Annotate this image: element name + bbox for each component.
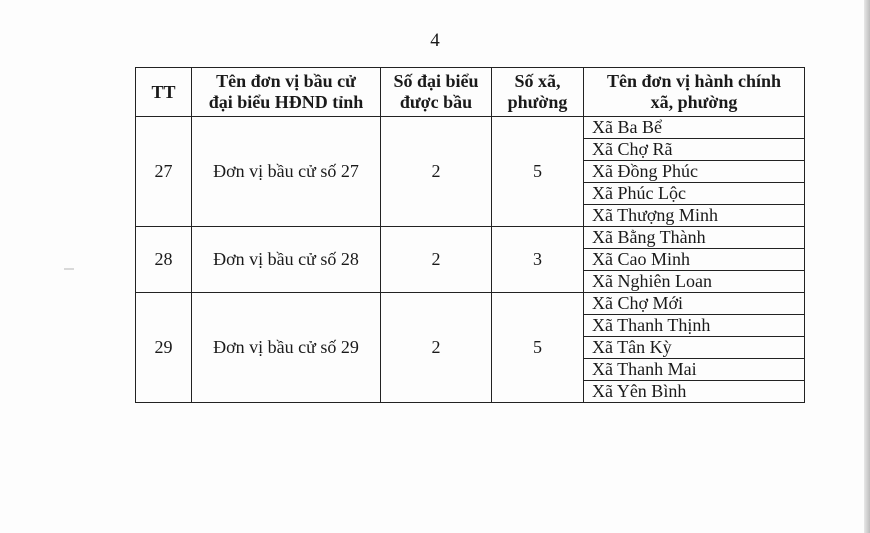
header-unit-name: Tên đơn vị bầu cử đại biểu HĐND tỉnh <box>192 68 381 117</box>
commune-cell: Xã Chợ Rã <box>584 139 805 161</box>
commune-cell: Xã Thanh Thịnh <box>584 315 805 337</box>
commune-cell: Xã Phúc Lộc <box>584 183 805 205</box>
row-unit-name: Đơn vị bầu cử số 29 <box>192 293 381 403</box>
row-delegates: 2 <box>381 293 492 403</box>
electoral-units-table <box>135 67 805 403</box>
row-tt: 28 <box>136 227 192 293</box>
row-delegates: 2 <box>381 227 492 293</box>
row-commune-count: 5 <box>492 117 584 227</box>
table-row <box>136 117 805 139</box>
row-unit-name: Đơn vị bầu cử số 27 <box>192 117 381 227</box>
header-admin-units: Tên đơn vị hành chính xã, phường <box>584 68 805 117</box>
commune-cell: Xã Ba Bể <box>584 117 805 139</box>
commune-cell: Xã Thượng Minh <box>584 205 805 227</box>
row-unit-name: Đơn vị bầu cử số 28 <box>192 227 381 293</box>
row-delegates: 2 <box>381 117 492 227</box>
row-commune-count: 5 <box>492 293 584 403</box>
row-tt: 27 <box>136 117 192 227</box>
commune-cell: Xã Cao Minh <box>584 249 805 271</box>
row-tt: 29 <box>136 293 192 403</box>
commune-cell: Xã Yên Bình <box>584 381 805 403</box>
commune-cell: Xã Chợ Mới <box>584 293 805 315</box>
commune-cell: Xã Thanh Mai <box>584 359 805 381</box>
header-tt: TT <box>136 68 192 117</box>
scan-speck <box>64 268 74 270</box>
commune-cell: Xã Nghiên Loan <box>584 271 805 293</box>
row-commune-count: 3 <box>492 227 584 293</box>
commune-cell: Xã Đồng Phúc <box>584 161 805 183</box>
page-edge-shadow <box>864 0 870 533</box>
header-commune-count: Số xã, phường <box>492 68 584 117</box>
table-header-row <box>136 68 805 117</box>
commune-cell: Xã Bằng Thành <box>584 227 805 249</box>
header-delegates: Số đại biểu được bầu <box>381 68 492 117</box>
commune-cell: Xã Tân Kỳ <box>584 337 805 359</box>
table-row <box>136 293 805 315</box>
page-number: 4 <box>430 30 440 51</box>
table-row <box>136 227 805 249</box>
